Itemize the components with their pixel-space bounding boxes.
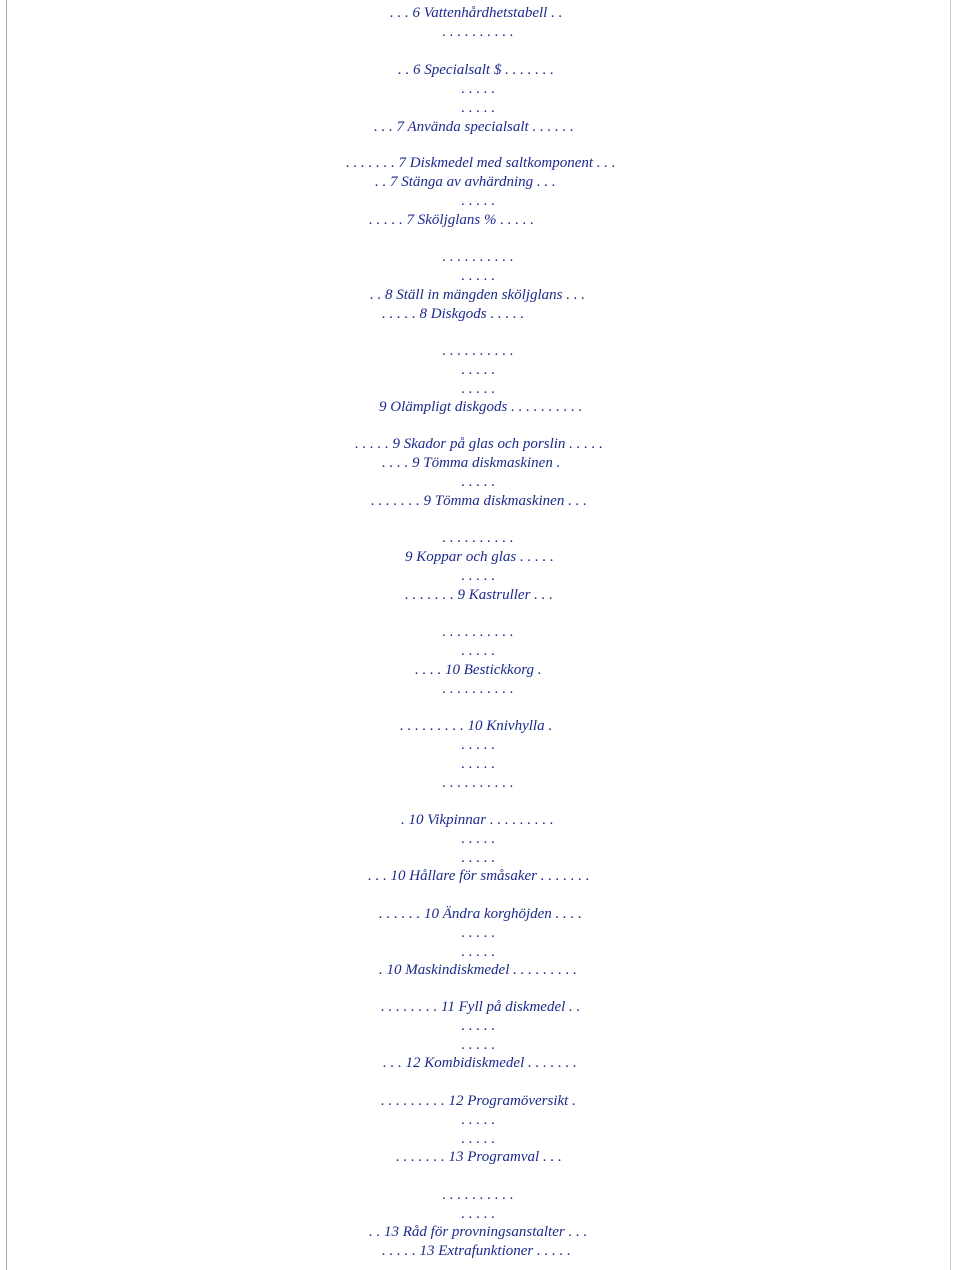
toc-leader: . . . . .: [461, 474, 495, 490]
toc-entry-specialsalt: . . 6 Specialsalt $ . . . . . . .: [398, 62, 554, 78]
toc-leader: . . . . .: [461, 100, 495, 116]
toc-leader: . . . . .: [461, 643, 495, 659]
toc-entry-stanga-av-avhardning: . . 7 Stänga av avhärdning . . .: [375, 174, 556, 190]
toc-entry-stall-in-mangden-skoljglans: . . 8 Ställ in mängden sköljglans . . .: [370, 287, 585, 303]
toc-entry-extrafunktioner: . . . . . 13 Extrafunktioner . . . . .: [382, 1243, 571, 1259]
toc-entry-diskgods: . . . . . 8 Diskgods . . . . .: [382, 306, 525, 322]
toc-leader: . . . . .: [461, 268, 495, 284]
toc-leader: . . . . .: [461, 850, 495, 866]
toc-leader: . . . . . . . . . .: [442, 24, 514, 40]
toc-entry-fyll-pa-diskmedel: . . . . . . . . 11 Fyll på diskmedel . .: [381, 999, 581, 1015]
toc-entry-diskmedel-med-saltkomponent: . . . . . . . 7 Diskmedel med saltkomponent . . .: [346, 155, 616, 171]
toc-entry-rad-for-provningsanstalter: . . 13 Råd för provningsanstalter . . .: [369, 1224, 588, 1240]
toc-entry-hallare-for-smasaker: . . . 10 Hållare för småsaker . . . . . . .: [368, 868, 590, 884]
toc-entry-vattenhardhetstabell: . . . 6 Vattenhårdhetstabell . .: [390, 5, 563, 21]
toc-leader: . . . . .: [461, 81, 495, 97]
toc-entry-anvanda-specialsalt: . . . 7 Använda specialsalt . . . . . .: [374, 119, 574, 135]
toc-leader: . . . . .: [461, 568, 495, 584]
toc-entry-programoversikt: . . . . . . . . . 12 Programöversikt .: [381, 1093, 576, 1109]
toc-leader: . . . . .: [461, 831, 495, 847]
toc-leader: . . . . .: [461, 193, 495, 209]
toc-leader: . . . . . . . . . .: [442, 1187, 514, 1203]
toc-leader: . . . . . . . . . .: [442, 249, 514, 265]
toc-entry-olampligt-diskgods: 9 Olämpligt diskgods . . . . . . . . . .: [379, 399, 583, 415]
toc-entry-kastruller: . . . . . . . 9 Kastruller . . .: [405, 587, 553, 603]
toc-leader: . . . . .: [461, 737, 495, 753]
toc-leader: . . . . .: [461, 362, 495, 378]
toc-leader: . . . . . . . . . .: [442, 530, 514, 546]
toc-entry-kombidiskmedel: . . . 12 Kombidiskmedel . . . . . . .: [383, 1055, 577, 1071]
toc-leader: . . . . . . . . . .: [442, 775, 514, 791]
toc-entry-tomma-diskmaskinen: . . . . 9 Tömma diskmaskinen .: [382, 455, 561, 471]
toc-entry-skador-pa-glas-och-porslin: . . . . . 9 Skador på glas och porslin . . . . .: [355, 436, 603, 452]
toc-leader: . . . . . . . . . .: [442, 681, 514, 697]
toc-entry-koppar-och-glas: 9 Koppar och glas . . . . .: [405, 549, 554, 565]
toc-leader: . . . . .: [461, 1112, 495, 1128]
toc-entry-knivhylla: . . . . . . . . . 10 Knivhylla .: [400, 718, 553, 734]
toc-leader: . . . . .: [461, 1131, 495, 1147]
toc-leader: . . . . . . . . . .: [442, 624, 514, 640]
toc-entry-bestickkorg: . . . . 10 Bestickkorg .: [415, 662, 542, 678]
toc-leader: . . . . .: [461, 756, 495, 772]
toc-leader: . . . . . . . . . .: [442, 343, 514, 359]
toc-leader: . . . . .: [461, 381, 495, 397]
toc-entry-skoljglans: . . . . . 7 Sköljglans % . . . . .: [369, 212, 534, 228]
toc-entry-vikpinnar: . 10 Vikpinnar . . . . . . . . .: [401, 812, 554, 828]
toc-leader: . . . . .: [461, 1018, 495, 1034]
toc-entry-programval: . . . . . . . 13 Programval . . .: [396, 1149, 562, 1165]
toc-leader: . . . . .: [461, 925, 495, 941]
toc-entry-maskindiskmedel: . 10 Maskindiskmedel . . . . . . . . .: [379, 962, 577, 978]
toc-entry-andra-korghojden: . . . . . . 10 Ändra korghöjden . . . .: [379, 906, 582, 922]
toc-entry-tomma-diskmaskinen-2: . . . . . . . 9 Tömma diskmaskinen . . .: [371, 493, 587, 509]
toc-leader: . . . . .: [461, 1206, 495, 1222]
toc-leader: . . . . .: [461, 1037, 495, 1053]
toc-leader: . . . . .: [461, 944, 495, 960]
